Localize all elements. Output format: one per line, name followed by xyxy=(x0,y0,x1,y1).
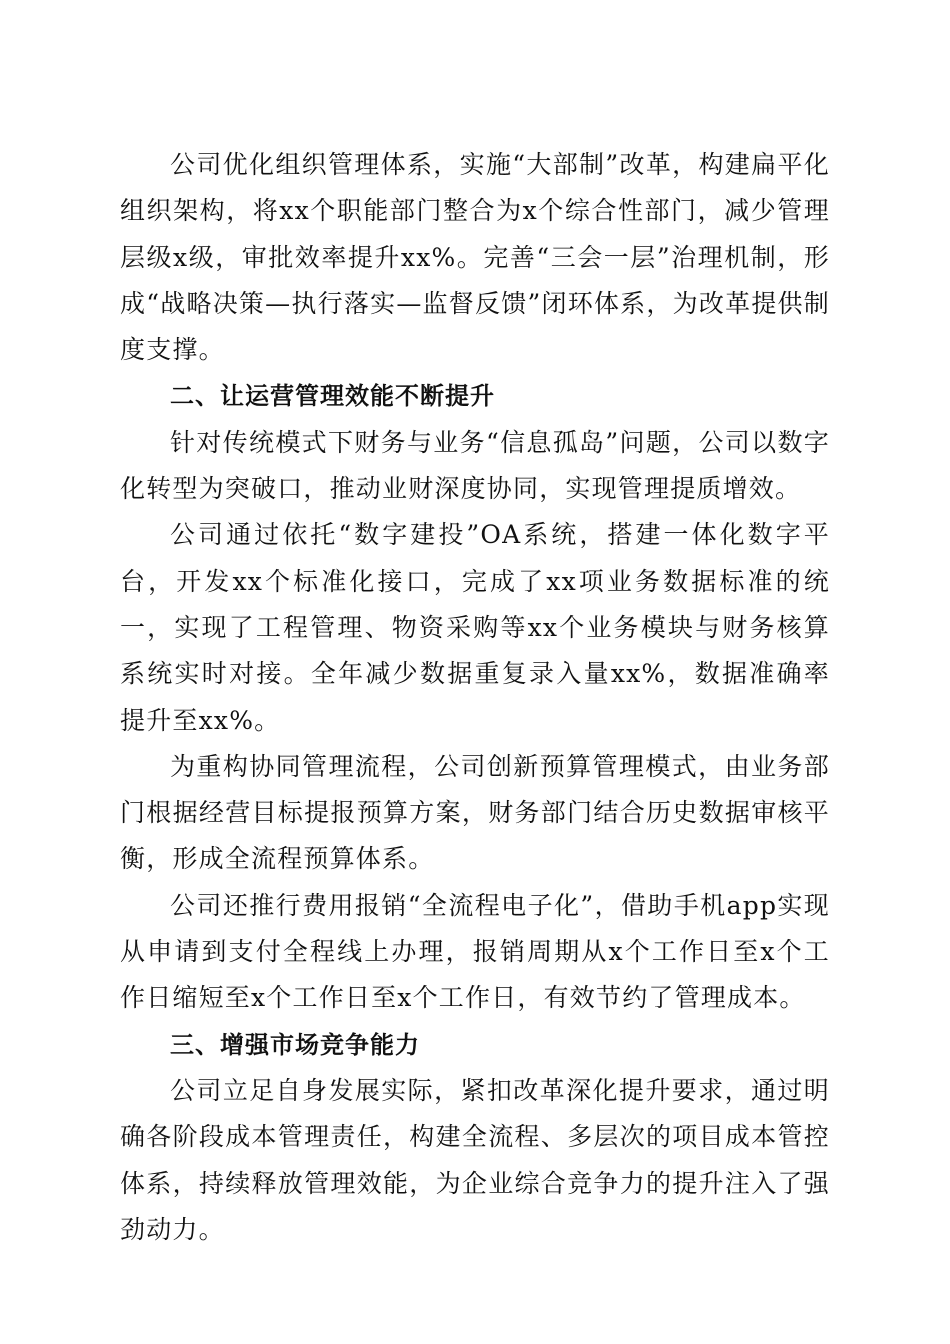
paragraph-digital-transformation: 针对传统模式下财务与业务“信息孤岛”问题，公司以数字化转型为突破口，推动业财深度协同，实现管理提质增效。 xyxy=(120,427,830,504)
paragraph-oa-system: 公司通过依托“数字建投”OA系统，搭建一体化数字平台，开发xx个标准化接口，完成了xx项业务数据标准的统一，实现了工程管理、物资采购等xx个业务模块与财务核算系统实时对接。全年减少数据重复录入量xx%，数据准确率提升至xx%。 xyxy=(120,520,830,735)
section-heading-operations: 二、让运营管理效能不断提升 xyxy=(170,382,495,411)
paragraph-org-reform: 公司优化组织管理体系，实施“大部制”改革，构建扁平化组织架构，将xx个职能部门整合为x个综合性部门，减少管理层级x级，审批效率提升xx%。完善“三会一层”治理机制，形成“战略决策—执行落实—监督反馈”闭环体系，为改革提供制度支撑。 xyxy=(120,150,830,365)
paragraph-budget-process: 为重构协同管理流程，公司创新预算管理模式，由业务部门根据经营目标提报预算方案，财务部门结合历史数据审核平衡，形成全流程预算体系。 xyxy=(120,751,830,874)
paragraph-cost-control: 公司立足自身发展实际，紧扣改革深化提升要求，通过明确各阶段成本管理责任，构建全流程、多层次的项目成本管控体系，持续释放管理效能，为企业综合竞争力的提升注入了强劲动力。 xyxy=(120,1075,830,1244)
section-heading-competitiveness: 三、增强市场竞争能力 xyxy=(170,1030,420,1059)
paragraph-expense-reimbursement: 公司还推行费用报销“全流程电子化”，借助手机app实现从申请到支付全程线上办理，报销周期从x个工作日至x个工作日缩短至x个工作日至x个工作日，有效节约了管理成本。 xyxy=(120,890,830,1013)
